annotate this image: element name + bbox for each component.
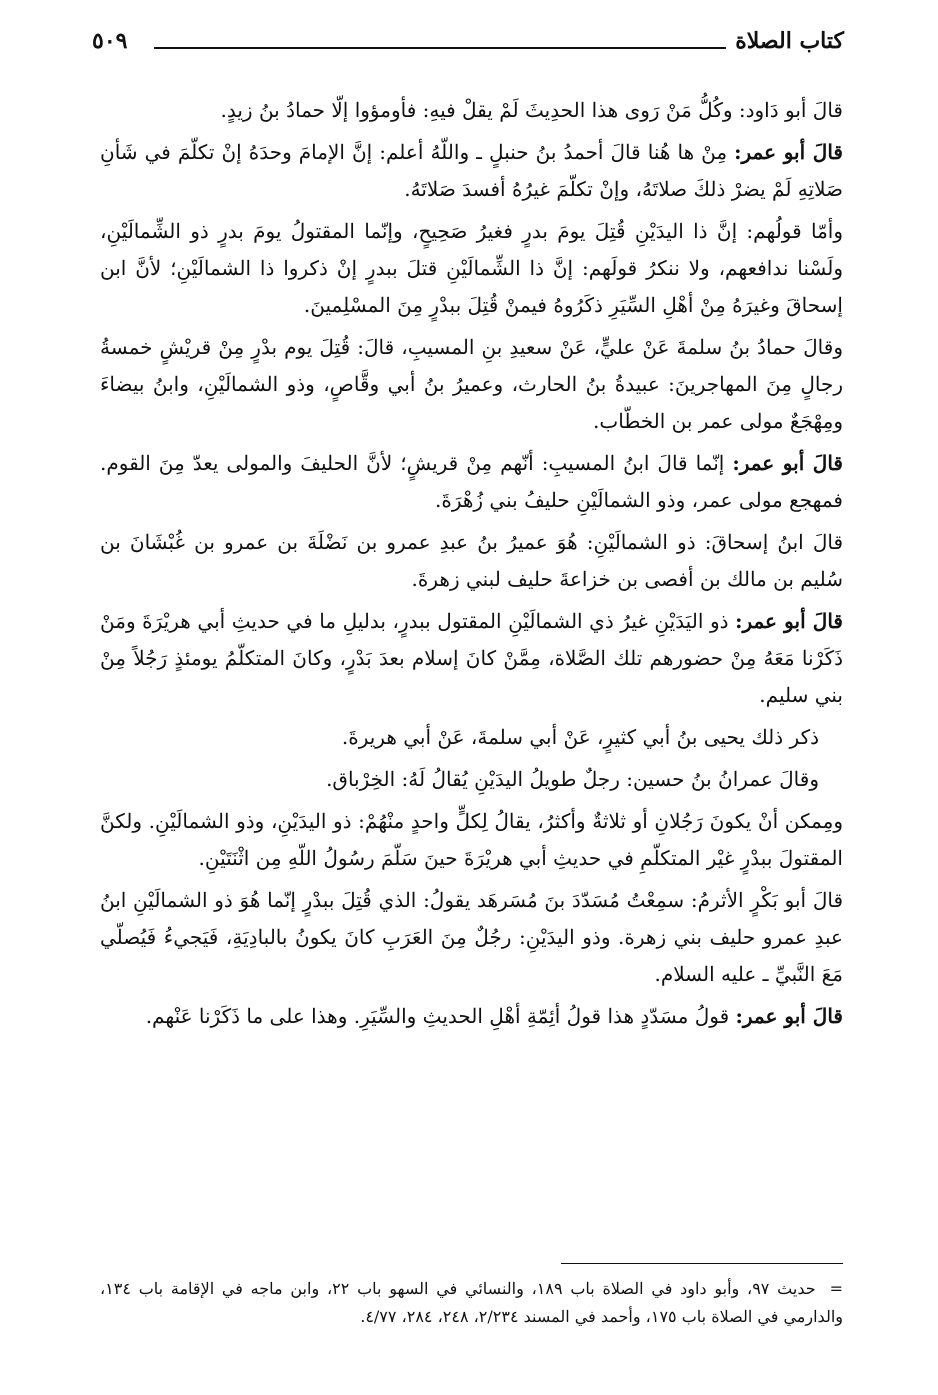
paragraph-text: ومِمكن أنْ يكونَ رَجُلانِ أو ثلاثةٌ وأكثرُ، يقالُ لِكلٍّ واحدٍ منْهُمْ: ذو اليدَيْنِ، وذو الشمالَيْنِ. ولكنَّ المقتولَ ببدْرٍ غيْر المتكلّمِ في حديثِ أبي هريْرَةَ حينَ سَلّمَ رسُولُ اللّهِ مِن اثْنَتَيْنِ.	[100, 809, 843, 870]
paragraph-text: ذو اليَدَيْنِ غيرُ ذي الشمالَيْنِ المقتول ببدرٍ، بدليلِ ما في حديثِ أبي هريْرَةَ ومَنْ ذَكَرْنا مَعَهُ مِنْ حضورهم تلك الصَّلاة، مِمَّنْ كانَ إسلام بعدَ بَدْرٍ، وكانَ المتكلّمُ يومئذٍ رَجُلاً مِنْ بني سليم.	[100, 609, 843, 707]
footnote-mark: =	[829, 1279, 844, 1298]
paragraph	[100, 998, 843, 1035]
paragraph	[100, 603, 843, 714]
paragraph	[100, 329, 843, 440]
footnote-separator	[561, 1263, 843, 1264]
page-number: ٥٠٩	[92, 28, 128, 54]
paragraph	[100, 445, 843, 519]
paragraph-text: قالَ ابنُ إسحاقَ: ذو الشمالَيْنِ: هُوَ عميرُ بنُ عبدِ عمرو بن نَضْلَةَ بن عمرو بن غُبْشَانَ بن سُليم بن مالك بن أفصى بن خزاعةَ حليف لبني زهرةَ.	[100, 530, 843, 591]
header-title: كتاب الصلاة	[735, 28, 844, 54]
paragraph-text: قالَ أبو دَاود: وكُلُّ مَنْ رَوى هذا الحدِيثَ لَمْ يقلْ فيهِ: فأومؤوا إلّا حمادُ بنُ زيدٍ.	[220, 98, 843, 122]
paragraph	[100, 213, 843, 324]
paragraph	[100, 882, 843, 993]
paragraph	[100, 803, 843, 877]
running-header	[92, 28, 844, 64]
body-text	[100, 92, 843, 1040]
footnote-text: حديث ٩٧، وأبو داود في الصلاة باب ١٨٩، والنسائي في السهو باب ٢٢، وابن ماجه في الإقامة باب ١٣٤، والدارمي في الصلاة باب ١٧٥، وأحمد في المسند ٢/٢٣٤، ٢٤٨، ٢٨٤، ٤/٧٧.	[100, 1279, 843, 1326]
paragraph	[100, 761, 843, 798]
paragraph-text: إنّما قالَ ابنُ المسيبِ: أنّهم مِنْ قريشٍ؛ لأنَّ الحليفَ والمولى يعدّ مِنَ القوم. فمهجع مولى عمر، وذو الشمالَيْنِ حليفُ بني زُهْرَةَ.	[100, 451, 843, 512]
paragraph-lead: قالَ أبو عمر:	[735, 609, 843, 633]
paragraph-text: ذكر ذلك يحيى بنُ أبي كثيرٍ، عَنْ أبي سلمةَ، عَنْ أبي هريرةَ.	[341, 725, 819, 749]
paragraph-text: وأمّا قولُهم: إنَّ ذا اليدَيْنِ قُتِلَ يومَ بدرٍ فغيرُ صَحِيحٍ، وإنّما المقتولُ يومَ بدرٍ ذو الشِّمالَيْنِ، ولَسْنا ندافعهم، ولا ننكرُ قولَهم: إنَّ ذا الشِّمالَيْنِ قتلَ ببدرٍ إنْ ذكروا ذا الشمالَيْنِ؛ لأنَّ ابن إسحاقَ وغيرَهُ مِنْ أهْلِ السِّيَرِ ذكَرُوهُ فيمنْ قُتِلَ ببدْرٍ مِنَ المسْلِمينَ.	[100, 219, 843, 317]
paragraph-lead: قالَ أبو عمر:	[735, 1004, 843, 1028]
paragraph-lead: قالَ أبو عمر:	[732, 451, 843, 475]
paragraph-text: قولُ مسَدّدٍ هذا قولُ أئِمّةِ أهْلِ الحديثِ والسِّيَرِ. وهذا على ما ذَكَرْنا عَنْهم.	[145, 1004, 736, 1028]
paragraph-lead: قالَ أبو عمر:	[734, 140, 843, 164]
header-rule	[154, 47, 726, 49]
paragraph-text: وقالَ حمادُ بنُ سلمةَ عَنْ عليٍّ، عَنْ سعيدِ بنِ المسيبِ، قالَ: قُتِلَ يوم بدْرٍ مِنْ قريْشٍ خمسةُ رجالٍ مِنَ المهاجرينَ: عبيدةُ بنُ الحارث، وعميرُ بنُ أبي وقَّاصٍ، وذو الشمالَيْنِ، وابنُ بيضاءَ ومِهْجَعٌ مولى عمر بن الخطّاب.	[100, 335, 843, 433]
paragraph-text: مِنْ ها هُنا قالَ أحمدُ بنُ حنبلٍ ـ واللّهُ أعلم: إنَّ الإمامَ وحدَهُ إنْ تكلّمَ في شَأنِ صَلاتِهِ لَمْ يضرْ ذلكَ صلاتَهُ، وإنْ تكلّمَ غيرُهُ أفسدَ صَلاتَهُ.	[100, 140, 843, 201]
paragraph-text: وقالَ عمرانُ بنُ حسين: رجلٌ طويلُ اليدَيْنِ يُقالُ لَهُ: الخِرْباق.	[326, 767, 819, 791]
paragraph	[100, 92, 843, 129]
paragraph	[100, 524, 843, 598]
paragraph	[100, 719, 843, 756]
footnote	[100, 1275, 843, 1331]
paragraph	[100, 134, 843, 208]
paragraph-text: قالَ أبو بَكْرٍ الأثرمُ: سمِعْتُ مُسَدّدَ بنَ مُسَرهَد يقولُ: الذي قُتِلَ ببدْرٍ إنّما هُوَ ذو الشمالَيْنِ ابنُ عبدِ عمرو حليف بني زهرة. وذو اليدَيْنِ: رجُلٌ مِنَ العَرَبِ كانَ يكونُ بالبادِيَةِ، فَيَجيءُ فَيُصلّي مَعَ النَّبيِّ ـ عليه السلام.	[100, 888, 843, 986]
